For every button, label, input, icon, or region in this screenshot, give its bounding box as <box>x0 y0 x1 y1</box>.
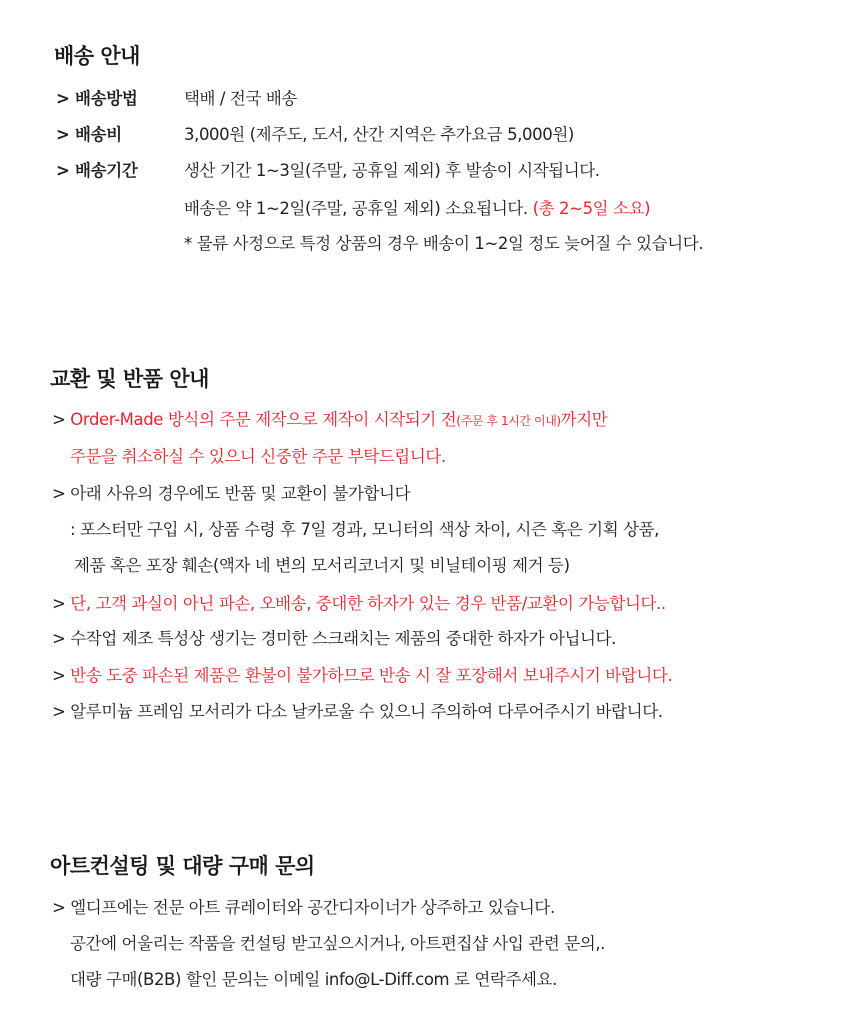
bullet-arrow: > <box>52 594 71 613</box>
shipping-fee-label: > 배송비 <box>56 125 122 144</box>
shipping-period-label: > 배송기간 <box>56 161 138 180</box>
exchange-title: 교환 및 반품 안내 <box>50 367 209 391</box>
shipping-method-label: > 배송방법 <box>56 89 138 108</box>
exchange-frame-notice: > 알루미늄 프레임 모서리가 다소 날카로울 수 있으니 주의하여 다루어주시기 바랍니다. <box>52 702 663 721</box>
bullet-arrow: > <box>52 666 71 685</box>
bullet-arrow: > <box>52 410 71 429</box>
order-made-time-note: (주문 후 1시간 이내) <box>456 414 561 428</box>
consulting-line-2: 공간에 어울리는 작품을 컨설팅 받고싶으시거나, 아트편집샵 사입 관련 문의,. <box>70 934 606 953</box>
consulting-line-1: > 엘디프에는 전문 아트 큐레이터와 공간디자이너가 상주하고 있습니다. <box>52 898 555 917</box>
exchange-cancel-notice: 주문을 취소하실 수 있으니 신중한 주문 부탁드립니다. <box>70 447 446 466</box>
exchange-not-allowed: > 아래 사유의 경우에도 반품 및 교환이 불가합니다 <box>52 484 411 503</box>
defect-exchange-text: 단, 고객 과실이 아닌 파손, 오배송, 중대한 하자가 있는 경우 반품/교환이 가능합니다.. <box>70 594 666 613</box>
shipping-delay-note: * 물류 사정으로 특정 상품의 경우 배송이 1~2일 정도 늦어질 수 있습니다. <box>184 234 704 253</box>
exchange-reasons-2: 제품 혹은 포장 훼손(액자 네 변의 모서리코너지 및 비닐테이핑 제거 등) <box>74 556 570 575</box>
exchange-reasons-1: : 포스터만 구입 시, 상품 수령 후 7일 경과, 모니터의 색상 차이, 시즌 혹은 기획 상품, <box>70 520 660 539</box>
shipping-total-duration: (총 2~5일 소요) <box>532 199 651 218</box>
order-made-notice-end: 까지만 <box>560 410 608 429</box>
shipping-method-value: 택배 / 전국 배송 <box>184 89 297 108</box>
return-damage-text: 반송 도중 파손된 제품은 환불이 불가하므로 반송 시 잘 포장해서 보내주시기 바랍니다. <box>70 666 673 685</box>
shipping-duration-text: 배송은 약 1~2일(주말, 공휴일 제외) 소요됩니다. <box>184 199 533 218</box>
exchange-scratch-notice: > 수작업 제조 특성상 생기는 경미한 스크래치는 제품의 중대한 하자가 아닙니다. <box>52 629 616 648</box>
shipping-fee-value: 3,000원 (제주도, 도서, 산간 지역은 추가요금 5,000원) <box>184 125 574 144</box>
exchange-line-order-made <box>52 406 607 430</box>
exchange-defect-notice <box>52 590 666 614</box>
shipping-period-value: 생산 기간 1~3일(주말, 공휴일 제외) 후 발송이 시작됩니다. <box>184 161 600 180</box>
shipping-duration-note <box>184 195 650 219</box>
order-made-notice: Order-Made 방식의 주문 제작으로 제작이 시작되기 전 <box>70 410 457 429</box>
consulting-line-3: 대량 구매(B2B) 할인 문의는 이메일 info@L-Diff.com 로 연락주세요. <box>70 970 557 989</box>
exchange-return-damage <box>52 662 672 686</box>
shipping-title: 배송 안내 <box>54 44 140 68</box>
consulting-title: 아트컨설팅 및 대량 구매 문의 <box>50 854 315 878</box>
